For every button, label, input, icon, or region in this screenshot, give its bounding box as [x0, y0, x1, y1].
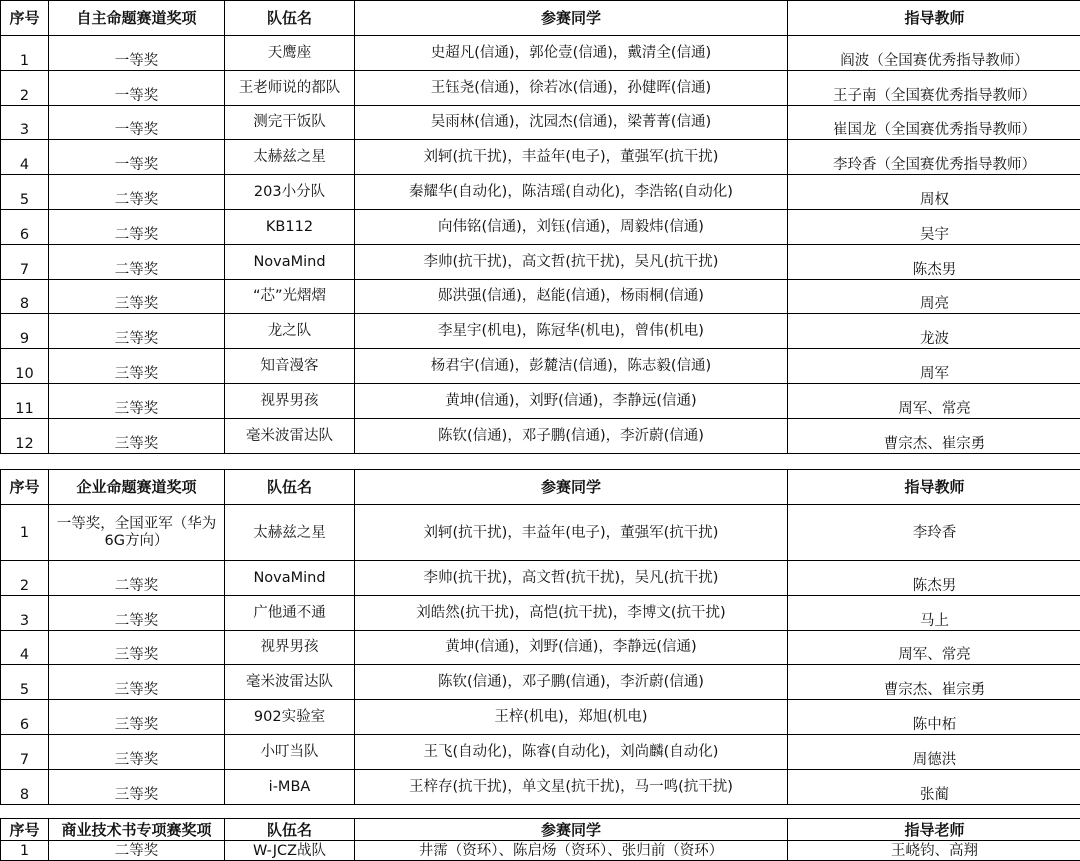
team-name-cell: 龙之队 [225, 314, 355, 349]
teacher-cell: 吴宇 [788, 209, 1080, 244]
table-row [1, 70, 1080, 105]
header-students: 参赛同学 [355, 470, 788, 505]
table-row [1, 769, 1080, 804]
students-cell: 井霈（资环）、陈启炀（资环）、张归前（资环） [355, 841, 788, 861]
teacher-cell: 陈杰男 [788, 561, 1080, 596]
students-cell: 黄坤(信通)，刘野(信通)，李静远(信通) [355, 383, 788, 418]
students-cell: 李星宇(机电)，陈冠华(机电)，曾伟(机电) [355, 314, 788, 349]
team-name-cell: 902实验室 [225, 700, 355, 735]
award-cell: 三等奖 [49, 734, 225, 769]
row-index: 3 [1, 105, 49, 140]
students-cell: 陈钦(信通)，邓子鹏(信通)，李沂蔚(信通) [355, 665, 788, 700]
header-index: 序号 [1, 1, 49, 36]
header-team: 队伍名 [225, 470, 355, 505]
award-cell: 三等奖 [49, 700, 225, 735]
table-row [1, 105, 1080, 140]
table-row [1, 841, 1080, 861]
table-row [1, 349, 1080, 384]
students-cell: 王钰尧(信通)，徐若冰(信通)，孙健晖(信通) [355, 70, 788, 105]
header-students: 参赛同学 [355, 819, 788, 841]
students-cell: 李帅(抗干扰)，高文哲(抗干扰)，吴凡(抗干扰) [355, 561, 788, 596]
table-row [1, 665, 1080, 700]
team-name-cell: 视界男孩 [225, 630, 355, 665]
team-name-cell: 太赫兹之星 [225, 140, 355, 175]
award-cell: 二等奖 [49, 209, 225, 244]
table-row [1, 630, 1080, 665]
header-row [1, 1, 1080, 36]
teacher-cell: 周权 [788, 175, 1080, 210]
teacher-cell: 周军 [788, 349, 1080, 384]
award-cell: 二等奖 [49, 175, 225, 210]
row-index: 9 [1, 314, 49, 349]
award-cell: 三等奖 [49, 665, 225, 700]
header-teacher: 指导教师 [788, 1, 1080, 36]
students-cell: 陈钦(信通)，邓子鹏(信通)，李沂蔚(信通) [355, 418, 788, 453]
teacher-cell: 周德洪 [788, 734, 1080, 769]
team-name-cell: 测完干饭队 [225, 105, 355, 140]
award-cell: 二等奖 [49, 244, 225, 279]
row-index: 3 [1, 595, 49, 630]
team-name-cell: NovaMind [225, 244, 355, 279]
teacher-cell: 王峣钧、高翔 [788, 841, 1080, 861]
table-row [1, 36, 1080, 71]
row-index: 6 [1, 209, 49, 244]
table-row [1, 700, 1080, 735]
team-name-cell: 毫米波雷达队 [225, 418, 355, 453]
row-index: 4 [1, 140, 49, 175]
business-plan-track-table [0, 818, 1080, 861]
team-name-cell: 太赫兹之星 [225, 505, 355, 561]
header-team: 队伍名 [225, 1, 355, 36]
students-cell: 王梓存(抗干扰)，单文星(抗干扰)，马一鸣(抗干扰) [355, 769, 788, 804]
team-name-cell: i-MBA [225, 769, 355, 804]
header-students: 参赛同学 [355, 1, 788, 36]
teacher-cell: 曹宗杰、崔宗勇 [788, 665, 1080, 700]
award-cell: 三等奖 [49, 349, 225, 384]
header-index: 序号 [1, 819, 49, 841]
row-index: 10 [1, 349, 49, 384]
row-index: 8 [1, 279, 49, 314]
teacher-cell: 李玲香（全国赛优秀指导教师） [788, 140, 1080, 175]
award-cell: 一等奖 [49, 105, 225, 140]
teacher-cell: 张蔺 [788, 769, 1080, 804]
table-row [1, 383, 1080, 418]
award-cell: 二等奖 [49, 595, 225, 630]
team-name-cell: 王老师说的都队 [225, 70, 355, 105]
teacher-cell: 周军、常亮 [788, 383, 1080, 418]
award-cell: 三等奖 [49, 418, 225, 453]
team-name-cell: 毫米波雷达队 [225, 665, 355, 700]
team-name-cell: 203小分队 [225, 175, 355, 210]
students-cell: 史超凡(信通)，郭伦壹(信通)，戴清全(信通) [355, 36, 788, 71]
students-cell: 王梓(机电)，郑旭(机电) [355, 700, 788, 735]
students-cell: 向伟铭(信通)，刘钰(信通)，周毅炜(信通) [355, 209, 788, 244]
header-teacher: 指导老师 [788, 819, 1080, 841]
table-row [1, 595, 1080, 630]
table-row [1, 279, 1080, 314]
team-name-cell: “芯”光熠熠 [225, 279, 355, 314]
award-cell: 一等奖 [49, 70, 225, 105]
row-index: 2 [1, 561, 49, 596]
header-award: 商业技术书专项赛奖项 [49, 819, 225, 841]
students-cell: 李帅(抗干扰)，高文哲(抗干扰)，吴凡(抗干扰) [355, 244, 788, 279]
award-cell: 二等奖 [49, 841, 225, 861]
teacher-cell: 曹宗杰、崔宗勇 [788, 418, 1080, 453]
team-name-cell: 视界男孩 [225, 383, 355, 418]
students-cell: 刘轲(抗干扰)，丰益年(电子)，董强军(抗干扰) [355, 140, 788, 175]
team-name-cell: 广他通不通 [225, 595, 355, 630]
table-row [1, 418, 1080, 453]
students-cell: 黄坤(信通)，刘野(信通)，李静远(信通) [355, 630, 788, 665]
teacher-cell: 马上 [788, 595, 1080, 630]
award-cell: 二等奖 [49, 561, 225, 596]
team-name-cell: KB112 [225, 209, 355, 244]
award-cell: 一等奖，全国亚军（华为6G方向） [49, 505, 225, 561]
teacher-cell: 阎波（全国赛优秀指导教师） [788, 36, 1080, 71]
row-index: 6 [1, 700, 49, 735]
enterprise-track-table [0, 469, 1080, 805]
students-cell: 秦耀华(自动化)，陈洁瑶(自动化)，李浩铭(自动化) [355, 175, 788, 210]
teacher-cell: 周亮 [788, 279, 1080, 314]
row-index: 11 [1, 383, 49, 418]
award-cell: 三等奖 [49, 630, 225, 665]
row-index: 8 [1, 769, 49, 804]
row-index: 1 [1, 841, 49, 861]
row-index: 1 [1, 505, 49, 561]
students-cell: 刘皓然(抗干扰)，高恺(抗干扰)，李博文(抗干扰) [355, 595, 788, 630]
team-name-cell: NovaMind [225, 561, 355, 596]
award-cell: 三等奖 [49, 314, 225, 349]
table-row [1, 209, 1080, 244]
table-row [1, 244, 1080, 279]
header-teacher: 指导教师 [788, 470, 1080, 505]
teacher-cell: 王子南（全国赛优秀指导教师） [788, 70, 1080, 105]
table-row [1, 175, 1080, 210]
row-index: 7 [1, 244, 49, 279]
table-row [1, 561, 1080, 596]
teacher-cell: 陈杰男 [788, 244, 1080, 279]
award-cell: 一等奖 [49, 36, 225, 71]
teacher-cell: 周军、常亮 [788, 630, 1080, 665]
award-cell: 一等奖 [49, 140, 225, 175]
teacher-cell: 陈中柘 [788, 700, 1080, 735]
header-row [1, 470, 1080, 505]
row-index: 5 [1, 175, 49, 210]
row-index: 12 [1, 418, 49, 453]
team-name-cell: 小叮当队 [225, 734, 355, 769]
award-cell: 三等奖 [49, 383, 225, 418]
teacher-cell: 崔国龙（全国赛优秀指导教师） [788, 105, 1080, 140]
teacher-cell: 龙波 [788, 314, 1080, 349]
team-name-cell: 天鹰座 [225, 36, 355, 71]
row-index: 1 [1, 36, 49, 71]
header-index: 序号 [1, 470, 49, 505]
table-row [1, 734, 1080, 769]
team-name-cell: 知音漫客 [225, 349, 355, 384]
table-row [1, 140, 1080, 175]
header-team: 队伍名 [225, 819, 355, 841]
header-row [1, 819, 1080, 841]
students-cell: 杨君宇(信通)，彭麓洁(信通)，陈志毅(信通) [355, 349, 788, 384]
award-cell: 三等奖 [49, 769, 225, 804]
row-index: 5 [1, 665, 49, 700]
students-cell: 吴雨林(信通)，沈园杰(信通)，梁菁菁(信通) [355, 105, 788, 140]
teacher-cell: 李玲香 [788, 505, 1080, 561]
award-cell: 三等奖 [49, 279, 225, 314]
header-award: 自主命题赛道奖项 [49, 1, 225, 36]
students-cell: 刘轲(抗干扰)，丰益年(电子)，董强军(抗干扰) [355, 505, 788, 561]
students-cell: 王飞(自动化)，陈睿(自动化)，刘尚麟(自动化) [355, 734, 788, 769]
students-cell: 郧洪强(信通)，赵能(信通)，杨雨桐(信通) [355, 279, 788, 314]
row-index: 7 [1, 734, 49, 769]
table-row [1, 314, 1080, 349]
header-award: 企业命题赛道奖项 [49, 470, 225, 505]
table-row [1, 505, 1080, 561]
row-index: 4 [1, 630, 49, 665]
row-index: 2 [1, 70, 49, 105]
team-name-cell: W-JCZ战队 [225, 841, 355, 861]
